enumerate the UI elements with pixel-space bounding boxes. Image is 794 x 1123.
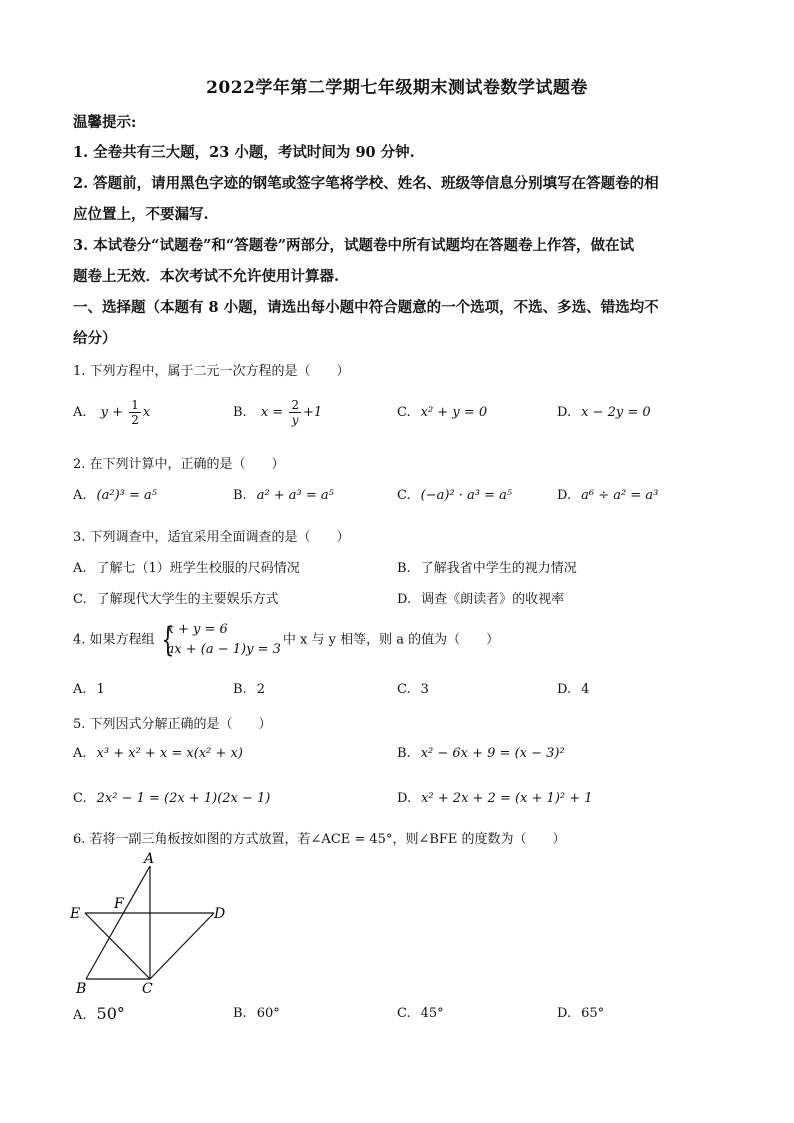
notice-heading: 温馨提示:: [73, 114, 137, 131]
option-label: A.: [73, 1008, 87, 1023]
q2-option-b: [233, 488, 334, 503]
q2-b-expression: a² + a³ = a⁵: [256, 488, 334, 503]
q3-option-a: [73, 557, 300, 576]
q4-option-b: [233, 682, 265, 697]
notice-item-1: 1. 全卷共有三大题，23 小题，考试时间为 90 分钟.: [73, 144, 415, 161]
point-label-d: D: [214, 906, 226, 922]
q5-d-expression: x² + 2x + 2 = (x + 1)² + 1: [421, 791, 593, 806]
option-label: B.: [397, 746, 411, 761]
option-label: C.: [397, 405, 411, 420]
q3-option-c: [73, 588, 279, 607]
q1-a-numerator: 1: [131, 398, 139, 412]
q4-option-c: [397, 682, 429, 697]
option-label: D.: [557, 682, 572, 697]
q3-d-text: 调查《朗读者》的收视率: [421, 592, 565, 607]
option-label: D.: [397, 592, 412, 607]
triangle-boards-figure: [66, 846, 236, 996]
q1-option-a: [73, 398, 150, 427]
q4-stem-prefix: 4. 如果方程组: [73, 632, 155, 648]
q6-option-d: [557, 1006, 604, 1021]
brace-icon: {: [160, 620, 174, 660]
option-label: A.: [73, 488, 87, 503]
q4-a-value: 1: [96, 682, 105, 697]
q6-b-value: 60°: [256, 1006, 280, 1021]
segment-dc: [150, 913, 214, 979]
q3-option-b: [397, 557, 577, 576]
option-label: A.: [73, 405, 87, 420]
q5-c-expression: 2x² − 1 = (2x + 1)(2x − 1): [96, 791, 271, 806]
point-label-c: C: [142, 981, 153, 996]
q4-equation-1: x + y = 6: [166, 622, 228, 637]
notice-item-2: 2. 答题前，请用黑色字迹的钢笔或签字笔将学校、姓名、班级等信息分别填写在答题卷的相: [73, 175, 659, 192]
q5-option-d: [397, 791, 593, 806]
point-label-a: A: [144, 851, 155, 867]
segment-ab: [86, 866, 150, 979]
q2-option-a: [73, 488, 157, 503]
q6-a-value: 50°: [96, 1004, 125, 1023]
notice-item-3: 3. 本试卷分“试题卷”和“答题卷”两部分，试题卷中所有试题均在答题卷上作答，做在试: [73, 237, 635, 254]
q3-option-d: [397, 588, 564, 607]
option-label: A.: [73, 682, 87, 697]
section-heading: 一、选择题（本题有 8 小题，请选出每小题中符合题意的一个选项，不选、多选、错选均不: [73, 299, 659, 316]
option-label: B.: [233, 682, 247, 697]
q4-c-value: 3: [420, 682, 429, 697]
q2-a-expression: (a²)³ = a⁵: [96, 488, 157, 503]
q1-b-suffix: +1: [302, 405, 323, 420]
q1-option-b: [233, 398, 322, 427]
q6-option-b: [233, 1006, 280, 1021]
q3-a-text: 了解七（1）班学生校服的尺码情况: [96, 561, 300, 576]
q1-a-prefix: y +: [100, 405, 128, 420]
exam-title: 2022学年第二学期七年级期末测试卷数学试题卷: [206, 78, 588, 98]
q2-option-d: [557, 488, 658, 503]
q3-b-text: 了解我省中学生的视力情况: [420, 561, 577, 576]
point-label-f: F: [114, 896, 124, 912]
q3-c-text: 了解现代大学生的主要娱乐方式: [96, 592, 279, 607]
q5-a-expression: x³ + x² + x = x(x² + x): [96, 746, 243, 761]
q4-option-a: [73, 682, 105, 697]
option-label: D.: [557, 488, 572, 503]
q4-option-d: [557, 682, 589, 697]
option-label: D.: [557, 1006, 572, 1021]
q2-c-expression: (−a)² · a³ = a⁵: [420, 488, 513, 503]
q5-b-expression: x² − 6x + 9 = (x − 3)²: [420, 746, 565, 761]
question-5-stem: 5. 下列因式分解正确的是（ ）: [73, 717, 272, 732]
q5-option-c: [73, 791, 270, 806]
question-1-stem: 1. 下列方程中，属于二元一次方程的是（ ）: [73, 364, 350, 379]
q4-equation-system: [157, 620, 281, 660]
section-heading-cont: 给分）: [73, 330, 117, 347]
option-label: C.: [73, 791, 87, 806]
q1-a-denominator: 2: [131, 413, 139, 427]
q1-b-fraction: [289, 398, 301, 427]
q5-option-b: [397, 746, 565, 761]
q1-b-denominator: y: [291, 413, 299, 427]
option-label: D.: [397, 791, 412, 806]
point-label-b: B: [76, 981, 87, 996]
q4-stem-suffix: 中 x 与 y 相等，则 a 的值为（ ）: [282, 632, 500, 648]
notice-item-2-cont: 应位置上，不要漏写.: [73, 206, 209, 223]
option-label: C.: [397, 1006, 411, 1021]
option-label: C.: [73, 592, 87, 607]
q2-d-expression: a⁶ ÷ a² = a³: [581, 488, 659, 503]
q4-b-value: 2: [256, 682, 265, 697]
option-label: B.: [397, 561, 411, 576]
option-label: B.: [233, 1006, 247, 1021]
q1-option-c: [397, 405, 487, 420]
q1-a-suffix: x: [142, 405, 151, 420]
q1-a-fraction: [129, 398, 141, 427]
option-label: B.: [233, 405, 247, 420]
q5-option-a: [73, 746, 243, 761]
option-label: A.: [73, 746, 87, 761]
q1-c-expression: x² + y = 0: [420, 405, 488, 420]
q4-d-value: 4: [581, 682, 590, 697]
option-label: C.: [397, 488, 411, 503]
point-label-e: E: [70, 906, 81, 922]
question-2-stem: 2. 在下列计算中，正确的是（ ）: [73, 457, 285, 472]
q1-d-expression: x − 2y = 0: [581, 405, 651, 420]
q1-option-d: [557, 405, 651, 420]
q1-b-prefix: x =: [260, 405, 288, 420]
q6-option-a: [73, 1004, 125, 1023]
q6-d-value: 65°: [581, 1006, 605, 1021]
option-label: C.: [397, 682, 411, 697]
option-label: D.: [557, 405, 572, 420]
q1-b-numerator: 2: [291, 398, 299, 412]
q4-equation-2: ax + (a − 1)y = 3: [166, 642, 281, 657]
question-3-stem: 3. 下列调查中，适宜采用全面调查的是（ ）: [73, 530, 350, 545]
q2-option-c: [397, 488, 512, 503]
q6-option-c: [397, 1006, 444, 1021]
question-6-stem: 6. 若将一副三角板按如图的方式放置，若∠ACE = 45°，则∠BFE 的度数为（ ）: [73, 832, 566, 847]
option-label: A.: [73, 561, 87, 576]
option-label: B.: [233, 488, 247, 503]
notice-item-3-cont: 题卷上无效．本次考试不允许使用计算器.: [73, 268, 340, 285]
q6-c-value: 45°: [420, 1006, 444, 1021]
question-4-stem: [73, 620, 499, 660]
